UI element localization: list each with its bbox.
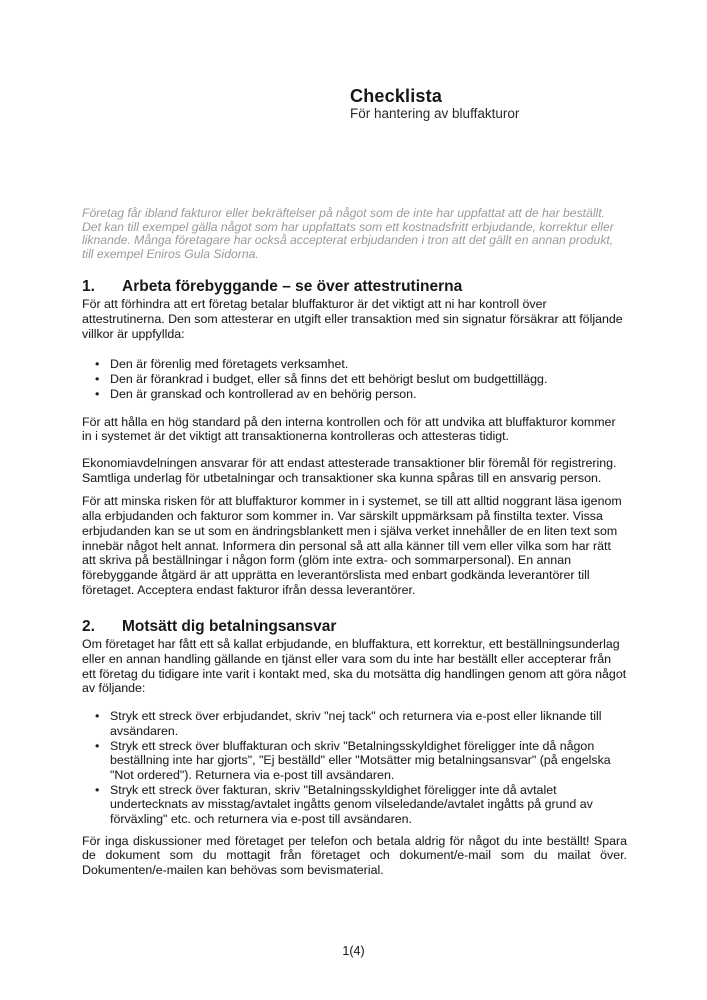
page-number: 1(4) bbox=[342, 944, 365, 958]
section-1-heading-text: Arbeta förebyggande – se över attestrutinerna bbox=[122, 278, 463, 296]
list-item: • Den är granskad och kontrollerad av en behörig person. bbox=[82, 387, 627, 402]
section-1-paragraph-3: Ekonomiavdelningen ansvarar för att endast attesterade transaktioner blir föremål för registrering. Samtliga underlag för utbetalningar och transaktioner ska kunna spåras till en ansvarig person. bbox=[82, 456, 617, 485]
section-1-number: 1. bbox=[82, 278, 95, 296]
section-2-number: 2. bbox=[82, 618, 95, 636]
document-subtitle: För hantering av bluffakturor bbox=[350, 106, 520, 121]
section-2-paragraph-1: Om företaget har fått ett så kallat erbjudande, en bluffaktura, ett korrektur, ett beställningsunderlag eller en annan handling gällande en tjänst eller vara som du inte har beställt eller accepterar från ett företag du tidigare inte varit i kontakt med, ska du motsätta dig handlingen genom att göra något av följande: bbox=[82, 637, 627, 696]
section-1-paragraph-1: För att förhindra att ert företag betalar bluffakturor är det viktigt att ni har kontroll över attestrutinerna. Den som attesterar en utgift eller transaktion med sin signatur försäkrar att följande villkor är uppfyllda: bbox=[82, 297, 623, 341]
section-1-paragraph-2: För att hålla en hög standard på den interna kontrollen och för att undvika att bluffakturor kommer in i systemet är det viktigt att transaktionerna kontrolleras och attesteras tidigt. bbox=[82, 414, 616, 444]
section-2-paragraph-2: För inga diskussioner med företaget per telefon och betala aldrig för något du inte beställt! Spara de dokument som du mottagit från företaget och dokument/e-mail som du mailat över. Dokumenten/e-mailen kan behövas som bevismaterial. bbox=[82, 833, 627, 878]
section-2-heading-text: Motsätt dig betalningsansvar bbox=[122, 618, 337, 636]
list-item: • Stryk ett streck över bluffakturan och skriv "Betalningsskyldighet föreligger inte då någon beställning inte har gjorts", "Ej beställd" eller "Motsätter mig betalningsansvar" (på engelska "Not ordered"). Returnera via e-post till avsändaren. bbox=[82, 739, 627, 783]
document-title: Checklista bbox=[350, 86, 443, 106]
section-1-heading bbox=[82, 278, 627, 295]
list-item: • Stryk ett streck över fakturan, skriv "Betalningsskyldighet föreligger inte då avtalet undertecknats av misstag/avtalet ingåtts genom vilseledande/avtalet ingåtts på grund av förväxling" etc. och returnera via e-post till avsändaren. bbox=[82, 783, 627, 827]
section-2-heading bbox=[82, 618, 627, 635]
section-1-paragraph-4: För att minska risken för att bluffakturor kommer in i systemet, se till att alltid noggrant läsa igenom alla erbjudanden och fakturor som kommer in. Var särskilt uppmärksam på finstilta texter. Vissa erbjudanden kan se ut som en ändringsblankett men i själva verket innehåller de en liten text som innebär något helt annat. Informera din personal så att alla känner till vem eller vilka som har rätt att skriva på beställningar i någon form (glöm inte extra- och sommarpersonal). En annan förebyggande åtgärd är att upprätta en leverantörslista med enbart godkända leverantörer till företaget. Acceptera endast fakturor ifrån dessa leverantörer. bbox=[82, 494, 622, 597]
list-item: • Stryk ett streck över erbjudandet, skriv "nej tack" och returnera via e-post eller liknande till avsändaren. bbox=[82, 709, 627, 738]
document-header bbox=[350, 86, 627, 122]
section-2-bullet-list bbox=[82, 709, 627, 827]
intro-paragraph: Företag får ibland fakturor eller bekräftelser på något som de inte har uppfattat att de har beställt. Det kan till exempel gälla något som har uppfattats som ett kostnadsfritt erbjudande, korrektur eller liknande. Många företagare har också accepterat erbjudanden i tron att det gällt en annan produkt, till exempel Eniros Gula Sidorna. bbox=[82, 206, 614, 261]
list-item: • Den är förenlig med företagets verksamhet. bbox=[82, 357, 627, 372]
section-1-bullet-list bbox=[82, 357, 627, 401]
list-item: • Den är förankrad i budget, eller så finns det ett behörigt beslut om budgettillägg. bbox=[82, 372, 627, 387]
